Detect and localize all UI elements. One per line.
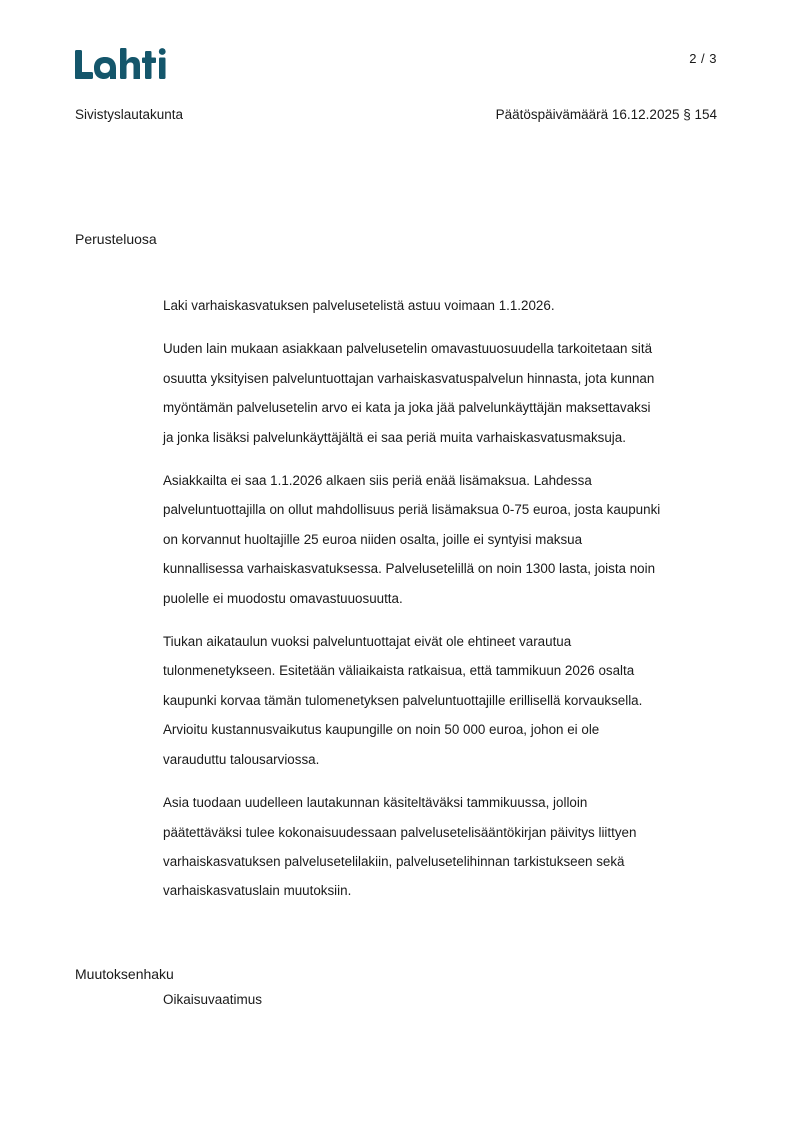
committee-name: Sivistyslautakunta — [75, 107, 184, 122]
paragraph: Asiakkailta ei saa 1.1.2026 alkaen siis periä enää lisämaksua. Lahdessa palveluntuottajilla on ollut mahdollisuus periä lisämaksua 0-75 euroa, josta kaupunki on korvannut huoltajille 25 euroa niiden osalta, joille ei syntyisi maksua kunnallisessa varhaiskasvatuksessa. Palvelusetelillä on noin 1300 lasta, joista noin puolelle ei muodostu omavastuuosuutta. — [163, 473, 661, 606]
decision-date: Päätöspäivämäärä 16.12.2025 § 154 — [495, 107, 717, 122]
paragraph: Uuden lain mukaan asiakkaan palvelusetelin omavastuuosuudella tarkoitetaan sitä osuutta yksityisen palveluntuottajan varhaiskasvatuspalvelun hinnasta, jota kunnan myöntämän palvelusetelin arvo ei kata ja joka jää palvelunkäyttäjän maksettavaksi ja jonka lisäksi palvelunkäyttäjältä ei saa periä muita varhaiskasvatusmaksuja. — [163, 341, 655, 445]
page-number: 2 / 3 — [689, 51, 717, 66]
appeal-heading: Muutoksenhaku — [75, 966, 174, 982]
paragraph: Asia tuodaan uudelleen lautakunnan käsiteltäväksi tammikuussa, jolloin päätettäväksi tulee kokonaisuudessaan palvelusetelisääntökirjan päivitys liittyen varhaiskasvatuksen palvelusetelilakiin, palvelusetelihinnan tarkistukseen sekä varhaiskasvatuslain muutoksiin. — [163, 795, 637, 899]
paragraph: Tiukan aikataulun vuoksi palveluntuottajat eivät ole ehtineet varautua tulonmenetykseen. Esitetään väliaikaista ratkaisua, että tammikuun 2026 osalta kaupunki korvaa tämän tulomenetyksen palveluntuottajille erillisellä korvauksella. Arvioitu kustannusvaikutus kaupungille on noin 50 000 euroa, johon ei ole varauduttu talousarviossa. — [163, 634, 643, 767]
rationale-heading: Perusteluosa — [75, 231, 157, 247]
paragraph: Laki varhaiskasvatuksen palvelusetelistä astuu voimaan 1.1.2026. — [163, 298, 555, 313]
appeal-type: Oikaisuvaatimus — [163, 992, 263, 1007]
lahti-logo — [75, 46, 167, 82]
rationale-body — [163, 291, 719, 920]
